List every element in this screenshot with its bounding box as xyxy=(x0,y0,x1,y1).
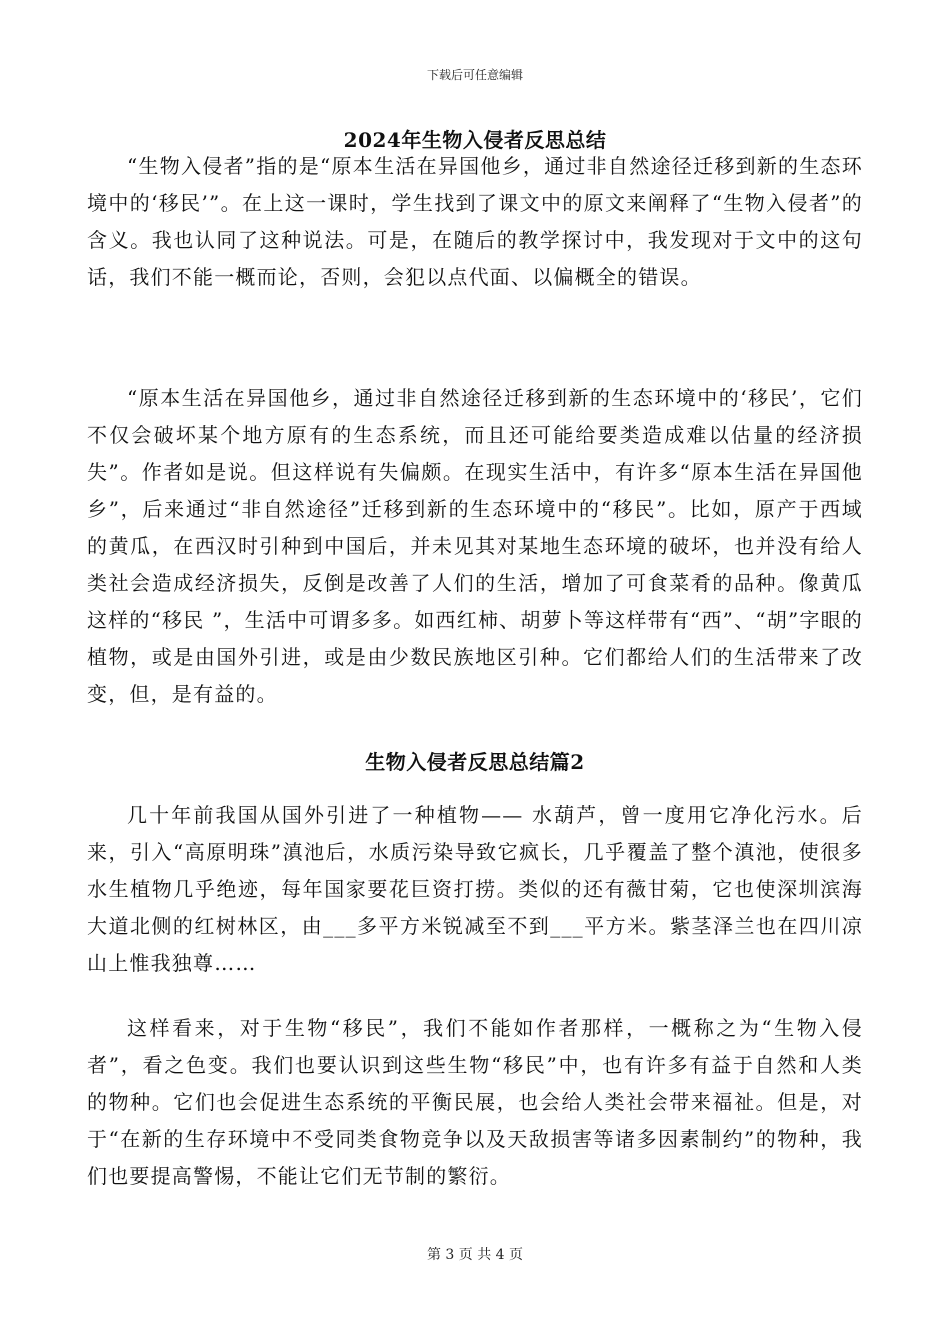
paragraph-1: “生物入侵者”指的是“原本生活在异国他乡，通过非自然途径迁移到新的生态环境中的‘移民’”。在上这一课时，学生找到了课文中的原文来阐释了“生物入侵者”的含义。我也认同了这种说法。可是，在随后的教学探讨中，我发现对于文中的这句话，我们不能一概而论，否则，会犯以点代面、以偏概全的错误。 xyxy=(87,154,863,289)
header-note: 下载后可任意编辑 xyxy=(426,68,523,82)
paragraph-4: 这样看来，对于生物“移民”，我们不能如作者那样，一概称之为“生物入侵者”，看之色变。我们也要认识到这些生物“移民”中，也有许多有益于自然和人类的物种。它们也会促进生态系统的平衡民展，也会给人类社会带来福祉。但是，对于“在新的生存环境中不受同类食物竞争以及天敌损害等诸多因素制约”的物种，我们也要提高警惕，不能让它们无节制的繁衍。 xyxy=(87,1016,863,1188)
page-footer: 第 3 页 共 4 页 xyxy=(426,1247,524,1263)
document-title: 2024年生物入侵者反思总结 xyxy=(343,128,607,152)
paragraph-2: “原本生活在异国他乡，通过非自然途径迁移到新的生态环境中的‘移民’，它们不仅会破坏某个地方原有的生态系统，而且还可能给要类造成难以估量的经济损失”。作者如是说。但这样说有失偏颇。在现实生活中，有许多“原本生活在异国他乡”，后来通过“非自然途径”迁移到新的生态环境中的“移民”。比如，原产于西域的黄瓜，在西汉时引种到中国后，并未见其对某地生态环境的破坏，也并没有给人类社会造成经济损失，反倒是改善了人们的生活，增加了可食菜肴的品种。像黄瓜这样的“移民 ”，生活中可谓多多。如西红柿、胡萝卜等这样带有“西”、“胡”字眼的植物，或是由国外引进，或是由少数民族地区引种。它们都给人们的生活带来了改变，但，是有益的。 xyxy=(87,386,863,706)
paragraph-3: 几十年前我国从国外引进了一种植物—— 水葫芦，曾一度用它净化污水。后来，引入“高原明珠”滇池后，水质污染导致它疯长，几乎覆盖了整个滇池，使很多水生植物几乎绝迹，每年国家要花巨资打捞。类似的还有薇甘菊，它也使深圳滨海大道北侧的红树林区，由___多平方米锐减至不到___平方米。紫茎泽兰也在四川凉山上惟我独尊…… xyxy=(87,803,863,975)
section-title: 生物入侵者反思总结篇2 xyxy=(365,750,585,774)
